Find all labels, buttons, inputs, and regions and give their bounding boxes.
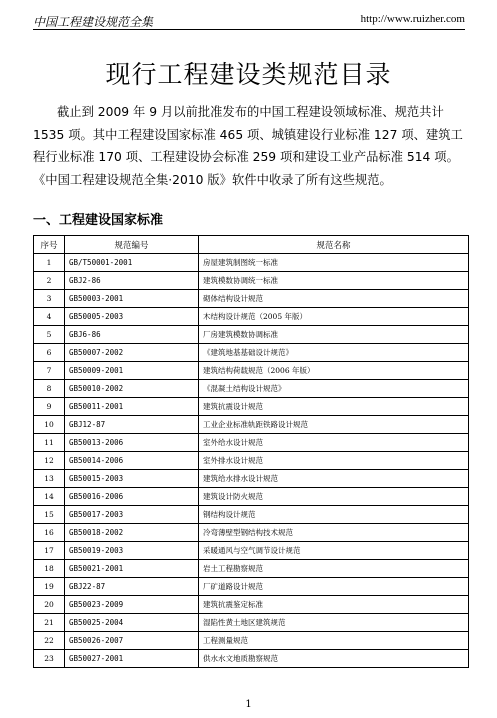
table-row — [34, 596, 469, 614]
row-code: GB/T50001-2001 — [65, 254, 199, 272]
row-code: GB50010-2002 — [65, 380, 199, 398]
table-row — [34, 506, 469, 524]
row-code: GBJ22-87 — [65, 578, 199, 596]
row-name: 厂矿道路设计规范 — [199, 578, 469, 596]
page-title: 现行工程建设类规范目录 — [105, 60, 392, 89]
row-code: GB50003-2001 — [65, 290, 199, 308]
row-index: 22 — [34, 632, 65, 650]
section-heading: 一、工程建设国家标准 — [33, 213, 164, 228]
row-code: GB50013-2006 — [65, 434, 199, 452]
intro-paragraph: 截止到 2009 年 9 月以前批准发布的中国工程建设领域标准、规范共计 1535 项。其中工程建设国家标准 465 项、城镇建设行业标准 127 项、建筑工程行业标准 170 项、工程建设协会标准 259 项和建设工业产品标准 514 项。《中国工程建设规范全集·2010 版》软件中收录了所有这些规范。 — [33, 105, 463, 187]
row-index: 3 — [34, 290, 65, 308]
row-index: 21 — [34, 614, 65, 632]
row-code: GB50016-2006 — [65, 488, 199, 506]
row-name: 室外给水设计规范 — [199, 434, 469, 452]
row-name: 建筑结构荷载规范（2006 年版） — [199, 362, 469, 380]
row-name: 钢结构设计规范 — [199, 506, 469, 524]
row-name: 采暖通风与空气调节设计规范 — [199, 542, 469, 560]
row-code: GBJ12-87 — [65, 416, 199, 434]
row-code: GB50018-2002 — [65, 524, 199, 542]
row-name: 建筑模数协调统一标准 — [199, 272, 469, 290]
row-index: 7 — [34, 362, 65, 380]
row-code: GB50021-2001 — [65, 560, 199, 578]
row-name: 工程测量规范 — [199, 632, 469, 650]
row-index: 23 — [34, 650, 65, 668]
row-code: GB50011-2001 — [65, 398, 199, 416]
row-index: 18 — [34, 560, 65, 578]
row-index: 14 — [34, 488, 65, 506]
row-code: GB50023-2009 — [65, 596, 199, 614]
row-name: 建筑给水排水设计规范 — [199, 470, 469, 488]
row-index: 20 — [34, 596, 65, 614]
table-row — [34, 632, 469, 650]
table-row — [34, 614, 469, 632]
row-name: 建筑抗震鉴定标准 — [199, 596, 469, 614]
row-name: 冷弯薄壁型钢结构技术规范 — [199, 524, 469, 542]
row-code: GB50009-2001 — [65, 362, 199, 380]
row-index: 2 — [34, 272, 65, 290]
row-index: 19 — [34, 578, 65, 596]
header-site-title: 中国工程建设规范全集 — [33, 15, 154, 29]
row-index: 1 — [34, 254, 65, 272]
table-row — [34, 398, 469, 416]
table-row — [34, 416, 469, 434]
row-code: GBJ2-86 — [65, 272, 199, 290]
table-row — [34, 452, 469, 470]
table-row — [34, 470, 469, 488]
row-index: 15 — [34, 506, 65, 524]
row-index: 9 — [34, 398, 65, 416]
table-row — [34, 272, 469, 290]
row-index: 16 — [34, 524, 65, 542]
table-row — [34, 380, 469, 398]
column-header-code: 规范编号 — [65, 236, 199, 254]
table-row — [34, 362, 469, 380]
row-name: 砌体结构设计规范 — [199, 290, 469, 308]
standards-table — [33, 235, 469, 668]
row-code: GB50027-2001 — [65, 650, 199, 668]
row-name: 岩土工程勘察规范 — [199, 560, 469, 578]
row-code: GB50015-2003 — [65, 470, 199, 488]
table-row — [34, 542, 469, 560]
column-header-name: 规范名称 — [199, 236, 469, 254]
row-name: 室外排水设计规范 — [199, 452, 469, 470]
table-row — [34, 524, 469, 542]
row-name: 木结构设计规范（2005 年版） — [199, 308, 469, 326]
table-row — [34, 326, 469, 344]
table-row — [34, 254, 469, 272]
table-row — [34, 650, 469, 668]
table-row — [34, 434, 469, 452]
row-index: 6 — [34, 344, 65, 362]
row-name: 《混凝土结构设计规范》 — [199, 380, 469, 398]
row-code: GB50014-2006 — [65, 452, 199, 470]
row-name: 《建筑地基基础设计规范》 — [199, 344, 469, 362]
row-code: GB50026-2007 — [65, 632, 199, 650]
row-code: GB50017-2003 — [65, 506, 199, 524]
row-code: GB50019-2003 — [65, 542, 199, 560]
column-header-index: 序号 — [34, 236, 65, 254]
row-name: 建筑设计防火规范 — [199, 488, 469, 506]
row-index: 11 — [34, 434, 65, 452]
table-row — [34, 308, 469, 326]
header-divider — [33, 29, 465, 30]
table-row — [34, 560, 469, 578]
row-code: GB50025-2004 — [65, 614, 199, 632]
table-row — [34, 344, 469, 362]
row-name: 厂房建筑模数协调标准 — [199, 326, 469, 344]
row-code: GBJ6-86 — [65, 326, 199, 344]
row-code: GB50007-2002 — [65, 344, 199, 362]
row-index: 4 — [34, 308, 65, 326]
header-url[interactable]: http://www.ruizher.com — [360, 13, 465, 25]
row-index: 12 — [34, 452, 65, 470]
table-row — [34, 290, 469, 308]
row-index: 8 — [34, 380, 65, 398]
row-name: 供水水文地质勘察规范 — [199, 650, 469, 668]
row-index: 17 — [34, 542, 65, 560]
table-row — [34, 578, 469, 596]
row-name: 工业企业标准轨距铁路设计规范 — [199, 416, 469, 434]
table-header-row — [34, 236, 469, 254]
row-name: 建筑抗震设计规范 — [199, 398, 469, 416]
row-index: 13 — [34, 470, 65, 488]
row-index: 10 — [34, 416, 65, 434]
row-code: GB50005-2003 — [65, 308, 199, 326]
row-name: 房屋建筑制图统一标准 — [199, 254, 469, 272]
row-index: 5 — [34, 326, 65, 344]
row-name: 湿陷性黄土地区建筑规范 — [199, 614, 469, 632]
table-row — [34, 488, 469, 506]
page-number: 1 — [245, 699, 252, 710]
